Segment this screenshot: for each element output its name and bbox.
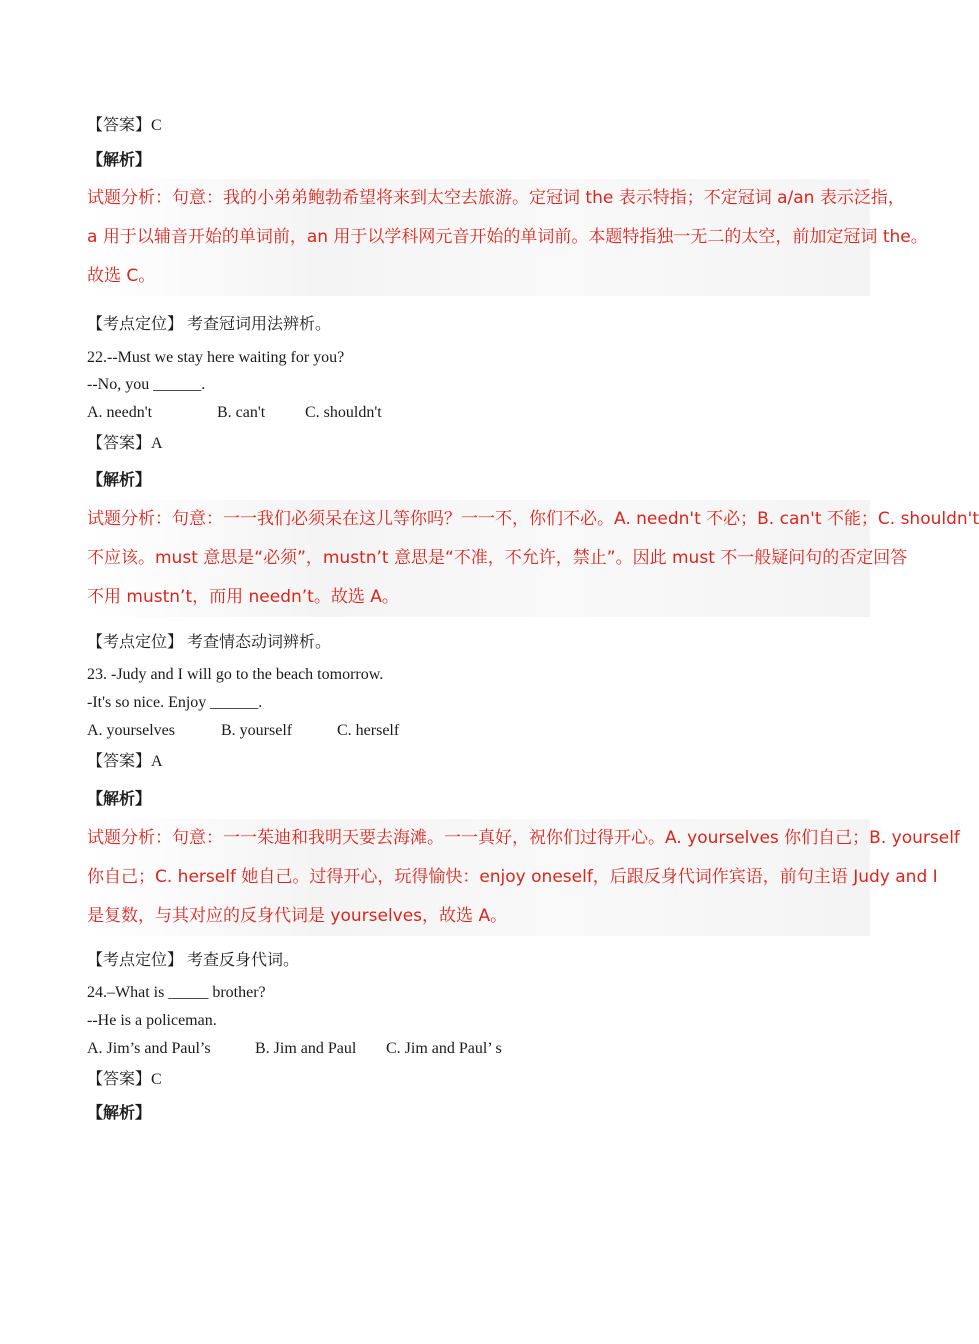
option-c: C. shouldn't [305, 404, 382, 421]
q24-analysis-label: 【解析】 [87, 1105, 152, 1122]
q23-answer: 【答案】A [87, 753, 163, 770]
q22-answer: 【答案】A [87, 435, 163, 452]
analysis-line: 试题分析：句意：一一茱迪和我明天要去海滩。一一真好，祝你们过得开心。A. yourselves 你们自己；B. yourself [87, 828, 960, 848]
analysis-line: 试题分析：句意：我的小弟弟鲍勃希望将来到太空去旅游。定冠词 the 表示特指；不定冠词 a/an 表示泛指， [87, 188, 905, 208]
q24-options [87, 1039, 502, 1059]
q24-stem: 24.–What is _____ brother? [87, 984, 266, 1001]
q22-analysis-label: 【解析】 [87, 472, 152, 489]
analysis-line: 试题分析：句意：一一我们必须呆在这儿等你吗？一一不，你们不必。A. needn't 不必；B. can't 不能；C. shouldn't [87, 509, 979, 529]
q23-point: 【考点定位】 考查反身代词。 [87, 952, 300, 969]
analysis-line: a 用于以辅音开始的单词前，an 用于以学科网元音开始的单词前。本题特指独一无二的太空，前加定冠词 the。 [87, 227, 928, 247]
option-c: C. Jim and Paul’ s [386, 1040, 502, 1057]
option-b: B. can't [217, 404, 266, 421]
analysis-line: 你自己；C. herself 她自己。过得开心，玩得愉快：enjoy oneself，后跟反身代词作宾语，前句主语 Judy and I [87, 867, 938, 887]
q23-analysis-label: 【解析】 [87, 791, 152, 808]
q22-point: 【考点定位】 考查情态动词辨析。 [87, 634, 332, 651]
option-b: B. Jim and Paul [255, 1040, 357, 1057]
q22-stem2: --No, you ______. [87, 376, 206, 393]
analysis-line: 故选 C。 [87, 266, 156, 286]
q22-options [87, 403, 382, 423]
q21-analysis [87, 179, 928, 296]
q21-answer: 【答案】C [87, 117, 162, 134]
q23-options [87, 721, 399, 741]
option-a: A. yourselves [87, 722, 175, 739]
q24-answer: 【答案】C [87, 1071, 162, 1088]
analysis-line: 是复数，与其对应的反身代词是 yourselves，故选 A。 [87, 906, 508, 926]
q21-analysis-label: 【解析】 [87, 152, 152, 169]
analysis-line: 不用 mustn’t，而用 needn’t。故选 A。 [87, 587, 399, 607]
q23-stem2: -It's so nice. Enjoy ______. [87, 694, 263, 711]
q23-stem: 23. -Judy and I will go to the beach tomorrow. [87, 666, 384, 683]
option-a: A. needn't [87, 404, 153, 421]
q22-stem: 22.--Must we stay here waiting for you? [87, 349, 345, 366]
q24-stem2: --He is a policeman. [87, 1012, 217, 1029]
q21-point: 【考点定位】 考查冠词用法辨析。 [87, 316, 332, 333]
option-c: C. herself [337, 722, 400, 739]
q23-analysis [87, 819, 960, 936]
option-b: B. yourself [221, 722, 293, 739]
analysis-line: 不应该。must 意思是“必须”，mustn’t 意思是“不准，不允许，禁止”。因此 must 不一般疑问句的否定回答 [87, 548, 908, 568]
option-a: A. Jim’s and Paul’s [87, 1040, 211, 1057]
q22-analysis [87, 500, 979, 617]
